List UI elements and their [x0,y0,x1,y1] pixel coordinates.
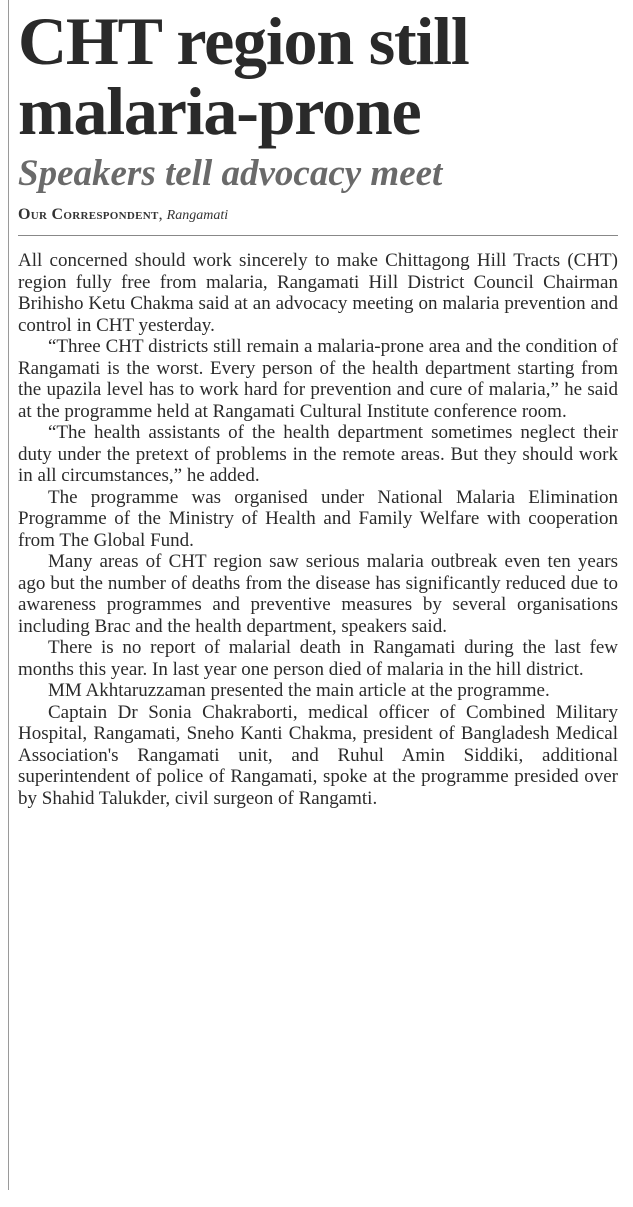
column-divider-rule [8,0,9,1190]
byline-location: Rangamati [166,208,229,223]
byline [18,206,618,236]
news-article [18,3,618,809]
paragraph: “The health assistants of the health department sometimes neglect their duty under the pretext of problems in the remote areas. But they should work in all circumstances,” he added. [18,422,618,486]
byline-author: Our Correspondent [18,206,159,223]
paragraph: MM Akhtaruzzaman presented the main article at the programme. [48,680,550,701]
subheadline: Speakers tell advocacy meet [18,153,443,194]
paragraph: “Three CHT districts still remain a malaria-prone area and the condition of Rangamati is the worst. Every person of the health department starting from the upazila level has to work hard for prevention and cure of malaria,” he said at the programme held at Rangamati Cultural Institute conference room. [18,336,618,422]
paragraph: The programme was organised under National Malaria Elimination Programme of the Ministry of Health and Family Welfare with cooperation from The Global Fund. [18,486,618,551]
paragraph: All concerned should work sincerely to make Chittagong Hill Tracts (CHT) region fully free from malaria, Rangamati Hill District Council Chairman Brihisho Ketu Chakma said at an advocacy meeting on malaria prevention and control in CHT yesterday. [18,250,618,336]
paragraph: Captain Dr Sonia Chakraborti, medical officer of Combined Military Hospital, Rangamati, Sneho Kanti Chakma, president of Bangladesh Medical Association's Rangamati unit, and Ruhul Amin Siddiki, additional superintendent of police of Rangamati, spoke at the programme presided over by Shahid Talukder, civil surgeon of Rangamti. [18,701,618,809]
paragraph: Many areas of CHT region saw serious malaria outbreak even ten years ago but the number of deaths from the disease has significantly reduced due to awareness programmes and preventive measures by several organisations including Brac and the health department, speakers said. [18,551,618,637]
byline-separator: , [158,206,167,223]
paragraph: There is no report of malarial death in Rangamati during the last few months this year. In last year one person died of malaria in the hill district. [18,637,618,680]
headline [18,3,618,149]
headline-line-2: malaria-prone [18,73,421,149]
article-body [18,250,618,809]
headline-line-1: CHT region still [18,3,469,79]
